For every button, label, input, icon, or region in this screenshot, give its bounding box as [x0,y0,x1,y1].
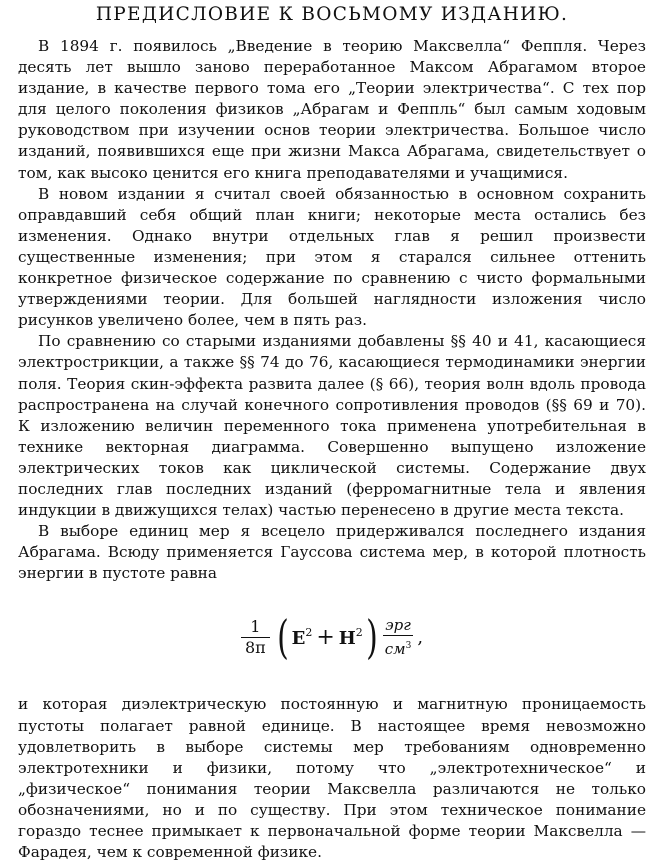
paragraph-4: В выборе единиц мер я всецело придерживался последнего издания Абрагама. Всюду применяется Гауссова система мер, в которой плотность энергии в пустоте равна [18,522,646,583]
electric-field-exponent: 2 [305,625,313,639]
unit-denominator [383,635,414,659]
closing-paragraph: и которая диэлектрическую постоянную и магнитную проницаемость пустоты полагает равной единице. В настоящее время невозможно удовлетворить в выборе системы мер требованиям одновременно электротехники и физики, потому что „электротехническое“ и „физическое“ понимания теории Максвелла различаются не только обозначениями, но и по существу. При этом техническое понимание гораздо теснее примыкает к первоначальной форме теории Максвелла — Фарадея, чем к современной физике. [18,695,646,862]
paragraph-2: В новом издании я считал своей обязанностью в основном сохранить оправдавший себя общий план книги; некоторые места остались без изменения. Однако внутри отдельных глав я решил произвести существенные изменения; при этом я старался сильнее оттенить конкретное физическое содержание по сравнению с чисто формальными утверждениями теории. Для большей наглядности изложения число рисунков увеличено более, чем в пять раз. [18,184,646,330]
formula-fraction [241,617,270,658]
unit-denominator-base: см [384,640,406,659]
formula-comma: , [417,626,424,648]
page-title: ПРЕДИСЛОВИЕ К ВОСЬМОМУ ИЗДАНИЮ. [95,4,569,25]
electric-field-symbol: E [291,627,306,649]
magnetic-field-term [339,626,363,649]
fraction-numerator: 1 [250,616,261,636]
paragraph-1: В 1894 г. появилось „Введение в теорию Максвелла“ Феппля. Через десять лет вышло заново переработанное Максом Абрагамом второе издание, в качестве первого тома его „Теории электричества“. С тех пор для целого поколения физиков „Абрагам и Феппль“ был самым ходовым руководством при изучении основ теории электричества. Большое число изданий, появившихся еще при жизни Макса Абрагама, свидетельствует о том, как высоко ценится его книга преподавателями и учащимися. [18,37,646,182]
unit-denominator-exponent: 3 [405,641,412,652]
electric-field-term [292,626,313,649]
magnetic-field-symbol: H [338,627,356,649]
open-paren: ( [276,610,289,665]
formula-units [383,615,414,659]
magnetic-field-exponent: 2 [355,625,363,639]
plus-sign: + [316,624,335,650]
paragraph-3: По сравнению со старыми изданиями добавлены §§ 40 и 41, касающиеся электрострикции, а также §§ 74 до 76, касающиеся термодинамики энергии поля. Теория скин-эффекта развита далее (§ 66), теория волн вдоль провода распространена на случай конечного сопротивления проводов (§§ 69 и 70). К изложению величин переменного тока применена употребительная в технике векторная диаграмма. Совершенно выпущено изложение электрических токов как циклической системы. Содержание двух последних глав последних изданий (ферромагнитные тела и явления индукции в движущихся телах) частью перенесено в другие места текста. [18,332,646,520]
fraction-denominator: 8π [241,637,270,658]
unit-numerator: эрг [385,616,411,635]
energy-density-formula [18,606,646,668]
close-paren: ) [365,610,378,665]
